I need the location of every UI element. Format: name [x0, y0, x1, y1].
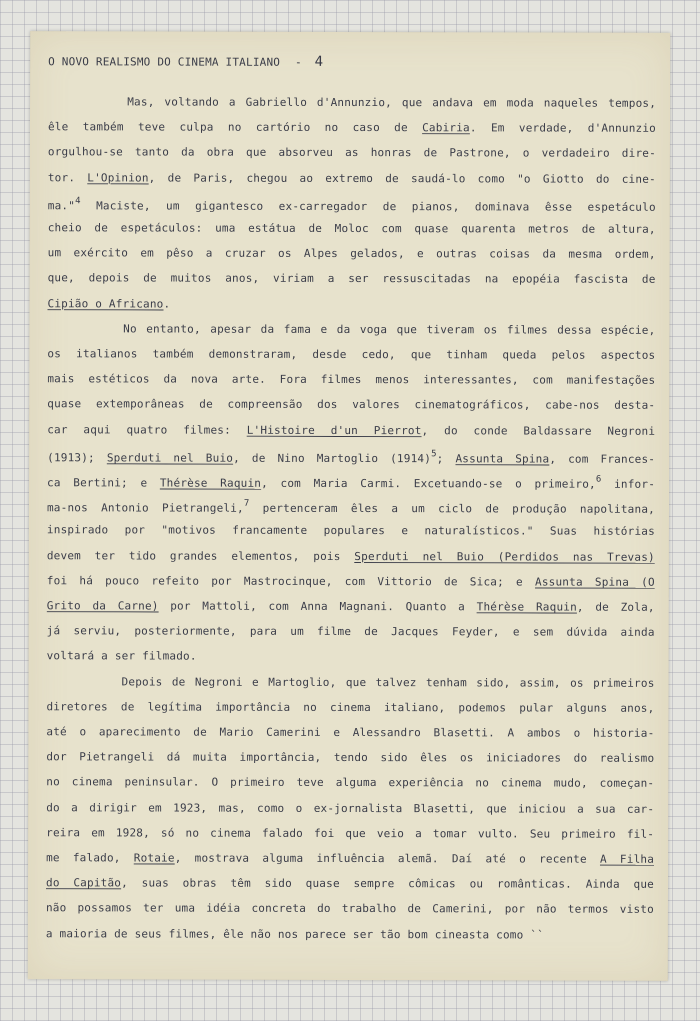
text-run: foi há pouco refeito por Mastrocinque, com Vittorio de Sica; e [46, 574, 536, 589]
text-line [47, 599, 655, 614]
text-line [48, 120, 656, 135]
text-run: . [163, 297, 171, 311]
underlined-title: L'Histoire d'un Pierrot [246, 423, 422, 437]
text-run: , de Nino Martoglio (1914) [233, 451, 432, 466]
text-run: ma." [47, 199, 76, 213]
text-line [47, 574, 655, 589]
text-run: por Mattoli, com Anna Magnani. Quanto a [158, 599, 477, 614]
underlined-title: L'Opinion [87, 170, 149, 185]
text-line [48, 297, 656, 312]
text-run: (1913); [47, 451, 107, 465]
text-line [46, 725, 654, 740]
text-run: , do conde Baldassare Negroni [421, 423, 656, 438]
text-line [46, 776, 654, 791]
text-line [47, 473, 655, 491]
text-run: até o aparecimento de Mario Camerini e Alessandro Blasetti. A ambos o historia- [46, 725, 655, 740]
text-line [48, 95, 656, 110]
text-run: me falado, [46, 851, 134, 865]
text-run: diretores de legítima importância no cinema italiano, podemos pular alguns anos, [46, 700, 655, 715]
text-line [47, 498, 655, 516]
text-line [48, 146, 656, 161]
text-run: . Em verdade, d'Annunzio [469, 121, 657, 135]
text-run: , com Frances- [549, 452, 656, 466]
text-line [47, 347, 655, 362]
text-run: mais estéticos da nova arte. Fora filmes menos interessantes, com manifestações [47, 372, 656, 387]
header-dash: - [294, 55, 302, 69]
text-run: , de Zola, [576, 600, 655, 614]
text-line [46, 851, 654, 866]
text-run: quase extemporâneas de compreensão dos valores cinematográficos, cabe-nos desta- [47, 397, 656, 413]
text-run: um exército em pêso a cruzar os Alpes gelados, e outras coisas da mesma ordem, [47, 246, 656, 261]
text-line [46, 902, 654, 917]
text-run: do a dirigir em 1923, mas, como o ex-jornalista Blasetti, que iniciou a sua car- [46, 800, 655, 816]
text-line [46, 876, 654, 891]
page-title: O NOVO REALISMO DO CINEMA ITALIANO [48, 55, 281, 69]
typewritten-page [28, 31, 670, 981]
text-line [48, 196, 656, 214]
text-line [47, 372, 655, 387]
underlined-title: Cipião o Africano [47, 296, 164, 311]
text-run: ; [436, 452, 456, 466]
text-run: a maioria de seus filmes, êle não nos parece ser tão bom cineasta como `` [45, 926, 544, 942]
text-line [46, 700, 654, 715]
text-run: , de Paris, chegou ao extremo de saudá-lo como "o Giotto do cine- [148, 171, 656, 186]
text-run: Mas, voltando a Gabriello d'Annunzio, que andava em moda naqueles tempos, [48, 95, 657, 110]
footnote-marker: 7 [243, 498, 250, 509]
text-run: car aqui quatro filmes: [47, 422, 247, 437]
text-line [48, 246, 656, 261]
text-line [46, 927, 654, 942]
text-line [47, 398, 655, 413]
text-line [46, 750, 654, 765]
text-run: não possamos ter uma idéia concreta do trabalho de Camerini, por não termos visto [45, 901, 654, 917]
text-line [48, 272, 656, 287]
underlined-title: Grito da Carne) [46, 599, 159, 613]
text-run: êle também teve culpa no cartório no caso de [47, 120, 423, 135]
text-line [47, 650, 655, 665]
underlined-title: Thérèse Raquin [159, 476, 262, 490]
text-line [48, 171, 656, 186]
text-run: dor Pietrangeli dá muita importância, tendo sido êles os iniciadores do realismo [46, 750, 655, 765]
underlined-title: Sperduti nel Buio [106, 451, 234, 465]
text-run: cheio de espetáculos: uma estátua de Moloc com quase quarenta metros de altura, [47, 221, 656, 236]
text-run: , com Maria Carmi. Excetuando-se o primeiro, [261, 476, 596, 491]
text-run: os italianos também demonstraram, desde cedo, que tinham queda pelos aspectos [47, 347, 656, 362]
text-line [47, 423, 655, 438]
text-run: infor- [601, 477, 656, 491]
text-run: ca Bertini; e [47, 476, 160, 490]
underlined-title: Assunta Spina [455, 452, 550, 466]
text-line [46, 826, 654, 841]
text-run: orgulhou-se tanto da obra que absorveu as honras de Pastrone, o verdadeiro dire- [47, 145, 656, 161]
text-run: inspirado por "motivos francamente populares e naturalísticos." Suas histórias [46, 523, 655, 539]
text-run: , mostrava alguma influência alemã. Daí até o recente [174, 851, 600, 866]
footnote-marker: 6 [595, 474, 602, 485]
footnote-marker: 4 [75, 196, 81, 207]
underlined-title: Rotaie [133, 851, 175, 865]
underlined-title: A Filha [599, 852, 655, 866]
text-run: já serviu, posteriormente, para um filme de Jacques Feyder, e sem dúvida ainda [46, 624, 655, 639]
page-header [48, 53, 323, 70]
text-run: Maciste, um gigantesco ex-carregador de pianos, dominava êsse espetáculo [80, 199, 656, 214]
text-line [47, 549, 655, 564]
underlined-title: Thérèse Raquin [476, 600, 577, 614]
page-number: 4 [314, 53, 324, 70]
text-line [47, 322, 655, 337]
text-line [46, 801, 654, 816]
text-line [47, 624, 655, 639]
text-run: Depois de Negroni e Martoglio, que talvez tenham sido, assim, os primeiros [46, 674, 655, 690]
text-run: devem ter tido grandes elementos, pois [46, 548, 355, 563]
underlined-title: do Capitão [45, 876, 122, 890]
text-line [47, 448, 655, 466]
text-run: reira em 1928, só no cinema falado foi que veio a tomar vulto. Seu primeiro fil- [46, 826, 655, 841]
footnote-marker: 5 [431, 449, 437, 460]
text-run: tor. [47, 170, 88, 184]
text-run: No entanto, apesar da fama e da voga que tiveram os filmes dessa espécie, [47, 322, 656, 337]
text-run: pertenceram êles a um ciclo de produção napolitana, [249, 501, 656, 516]
text-run: no cinema peninsular. O primeiro teve alguma experiência no cinema mudo, começan- [46, 775, 655, 791]
underlined-title: Sperduti nel Buio (Perdidos nas Trevas) [354, 549, 655, 564]
underlined-title: Cabiria [422, 121, 470, 135]
text-run: voltará a ser filmado. [46, 649, 197, 663]
text-line [47, 675, 655, 690]
underlined-title: Assunta Spina (O [535, 575, 655, 589]
text-line [47, 524, 655, 539]
text-run: que, depois de muitos anos, viriam a ser ressuscitadas na epopéia fascista de [47, 271, 656, 287]
page-text [30, 31, 670, 942]
text-run: ma-nos Antonio Pietrangeli, [46, 501, 244, 515]
text-run: , suas obras têm sido quase sempre cômicas ou românticas. Ainda que [121, 876, 655, 891]
text-line [48, 221, 656, 236]
